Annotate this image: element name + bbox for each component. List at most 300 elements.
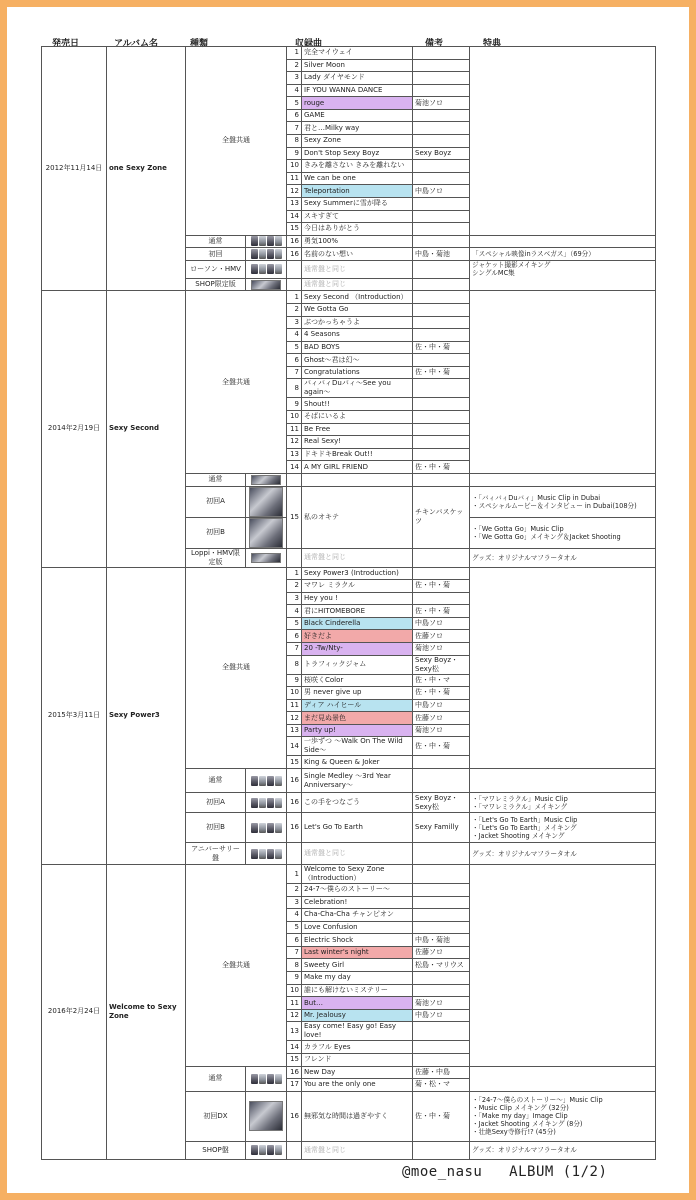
- track-number: 14: [287, 210, 302, 223]
- bonus-cell: 「スペシャル映像inラスベガス」（69分）: [470, 248, 656, 261]
- track-number: 11: [287, 172, 302, 185]
- track-note: 中島ソロ: [413, 699, 470, 712]
- track-number: 9: [287, 674, 302, 687]
- track-row: [42, 291, 656, 304]
- track-number: 10: [287, 411, 302, 424]
- track-title: A MY GIRL FRIEND: [302, 461, 413, 474]
- track-number: 3: [287, 316, 302, 329]
- track-note: [413, 223, 470, 236]
- edition-thumbnail: [246, 278, 287, 291]
- track-note: 佐・中・菊: [413, 366, 470, 379]
- edition-type: 全盤共通: [186, 865, 287, 1067]
- track-number: 11: [287, 699, 302, 712]
- track-row: [42, 567, 656, 580]
- track-note: 佐藤ソロ: [413, 946, 470, 959]
- track-title: スキすぎて: [302, 210, 413, 223]
- album-cover-thumbnail: [248, 793, 284, 812]
- album-name: Sexy Second: [107, 291, 186, 567]
- track-title: バィバィDuバィ～See you again～: [302, 379, 413, 398]
- track-title: カラフル Eyes: [302, 1041, 413, 1054]
- track-title: ディア ハイヒール: [302, 699, 413, 712]
- edition-thumbnail: [246, 793, 287, 813]
- track-title: Cha-Cha-Cha チャンピオン: [302, 909, 413, 922]
- album-name: Sexy Power3: [107, 567, 186, 865]
- header-release-date: 発売日: [52, 39, 80, 49]
- album-cover-thumbnail: [248, 236, 284, 248]
- track-number: 13: [287, 197, 302, 210]
- bonus-cell: ・「Let's Go To Earth」Music Clip ・「Let's Go To Earth」メイキング ・Jacket Shooting メイキング: [470, 813, 656, 843]
- header-type: 種類: [190, 39, 209, 49]
- edition-type: 初回A: [186, 486, 246, 517]
- track-note: [413, 567, 470, 580]
- track-number: 13: [287, 448, 302, 461]
- track-title: フレンド: [302, 1053, 413, 1066]
- track-number: 5: [287, 97, 302, 110]
- track-title: Welcome to Sexy Zone （Introduction）: [302, 865, 413, 884]
- track-title: 通常盤と同じ: [302, 548, 413, 567]
- album-cover-thumbnail: [248, 248, 284, 260]
- footer-label: [402, 1164, 607, 1180]
- track-number: 4: [287, 84, 302, 97]
- track-note: [413, 473, 470, 486]
- track-title: 名前のない想い: [302, 248, 413, 261]
- track-number: 2: [287, 303, 302, 316]
- edition-type: 通常: [186, 235, 246, 248]
- track-number: 6: [287, 630, 302, 643]
- track-number: 7: [287, 946, 302, 959]
- track-title: We can be one: [302, 172, 413, 185]
- edition-type: 初回B: [186, 813, 246, 843]
- track-number: 7: [287, 642, 302, 655]
- header-tracks: 収録曲: [295, 39, 323, 49]
- bonus-cell: ジャケット撮影メイキング シングルMC集: [470, 260, 656, 291]
- track-title: 無邪気な時間は過ぎやすく: [302, 1091, 413, 1141]
- track-note: [413, 896, 470, 909]
- track-title: Sexy Power3 (Introduction): [302, 567, 413, 580]
- track-number: 7: [287, 366, 302, 379]
- track-number: 7: [287, 122, 302, 135]
- track-number: 14: [287, 1041, 302, 1054]
- track-title: Sweety Girl: [302, 959, 413, 972]
- track-title: 君にHITOMEBORE: [302, 605, 413, 618]
- bonus-cell: [470, 235, 656, 248]
- track-number: 8: [287, 655, 302, 674]
- edition-thumbnail: [246, 473, 287, 486]
- track-note: 佐・中・菊: [413, 737, 470, 756]
- track-note: [413, 210, 470, 223]
- album-name: one Sexy Zone: [107, 47, 186, 291]
- album-cover-thumbnail: [248, 1142, 284, 1159]
- track-note: 佐・中・マ: [413, 674, 470, 687]
- track-note: Sexy Boyz: [413, 147, 470, 160]
- track-title: この手をつなごう: [302, 793, 413, 813]
- edition-thumbnail: [246, 1066, 287, 1091]
- edition-type: 通常: [186, 1066, 246, 1091]
- track-note: 佐・中・菊: [413, 605, 470, 618]
- track-note: [413, 592, 470, 605]
- track-title: King & Queen & Joker: [302, 756, 413, 769]
- track-note: 中島ソロ: [413, 185, 470, 198]
- track-note: 中島ソロ: [413, 1009, 470, 1022]
- edition-thumbnail: [246, 1091, 287, 1141]
- track-note: [413, 548, 470, 567]
- edition-thumbnail: [246, 235, 287, 248]
- track-number: 5: [287, 617, 302, 630]
- album-cover-thumbnail: [248, 549, 284, 567]
- track-number: 12: [287, 185, 302, 198]
- track-title: Let's Go To Earth: [302, 813, 413, 843]
- album-cover-thumbnail: [248, 487, 284, 517]
- track-number: 17: [287, 1079, 302, 1092]
- track-note: 佐・中・菊: [413, 1091, 470, 1141]
- track-title: rouge: [302, 97, 413, 110]
- header-notes: 備考: [425, 39, 444, 49]
- track-number: 10: [287, 984, 302, 997]
- track-number: 15: [287, 756, 302, 769]
- edition-thumbnail: [246, 517, 287, 548]
- release-date: 2015年3月11日: [42, 567, 107, 865]
- edition-thumbnail: [246, 843, 287, 865]
- track-note: 佐・中・菊: [413, 580, 470, 593]
- track-note: 佐藤・中島: [413, 1066, 470, 1079]
- album-cover-thumbnail: [248, 769, 284, 792]
- edition-type: Loppi・HMV限定版: [186, 548, 246, 567]
- track-number: 9: [287, 398, 302, 411]
- track-note: 松島・マリウス: [413, 959, 470, 972]
- edition-thumbnail: [246, 1141, 287, 1159]
- track-title: Ghost～君は幻～: [302, 354, 413, 367]
- track-number: 6: [287, 109, 302, 122]
- track-title: You are the only one: [302, 1079, 413, 1092]
- track-note: [413, 843, 470, 865]
- track-title: Sexy Summerに雪が降る: [302, 197, 413, 210]
- track-number: 15: [287, 1053, 302, 1066]
- track-title: IF YOU WANNA DANCE: [302, 84, 413, 97]
- bonus-cell: [470, 291, 656, 474]
- track-number: 16: [287, 793, 302, 813]
- track-title: BAD BOYS: [302, 341, 413, 354]
- track-note: [413, 909, 470, 922]
- track-title: We Gotta Go: [302, 303, 413, 316]
- track-number: 3: [287, 592, 302, 605]
- track-note: 佐・中・菊: [413, 461, 470, 474]
- track-note: [413, 197, 470, 210]
- track-number: 3: [287, 72, 302, 85]
- track-title: 一歩ずつ ～Walk On The Wild Side～: [302, 737, 413, 756]
- track-number: 3: [287, 896, 302, 909]
- track-title: 完全マイウェイ: [302, 47, 413, 60]
- track-note: [413, 1141, 470, 1159]
- track-note: [413, 1041, 470, 1054]
- track-number: 16: [287, 248, 302, 261]
- track-note: [413, 329, 470, 342]
- track-title: 私のオキテ: [302, 486, 413, 548]
- track-note: [413, 235, 470, 248]
- track-title: 今日はありがとう: [302, 223, 413, 236]
- bonus-cell: [470, 865, 656, 1067]
- track-title: Electric Shock: [302, 934, 413, 947]
- track-number: 12: [287, 436, 302, 449]
- album-cover-thumbnail: [248, 261, 284, 278]
- track-title: 通常盤と同じ: [302, 278, 413, 291]
- track-note: 佐・中・菊: [413, 687, 470, 700]
- track-title: Don't Stop Sexy Boyz: [302, 147, 413, 160]
- edition-thumbnail: [246, 248, 287, 261]
- track-note: [413, 398, 470, 411]
- track-number: [287, 843, 302, 865]
- track-title: Celebration!: [302, 896, 413, 909]
- track-title: Mr. Jealousy: [302, 1009, 413, 1022]
- track-title: Hey you !: [302, 592, 413, 605]
- track-note: Sexy Boyz・Sexy松: [413, 655, 470, 674]
- track-number: [287, 473, 302, 486]
- track-number: 13: [287, 1022, 302, 1041]
- track-number: 5: [287, 921, 302, 934]
- track-number: 1: [287, 567, 302, 580]
- track-title: きみを離さない きみを離れない: [302, 160, 413, 173]
- track-number: 15: [287, 223, 302, 236]
- edition-thumbnail: [246, 260, 287, 278]
- track-note: [413, 122, 470, 135]
- track-note: [413, 260, 470, 278]
- track-title: マワレ ミラクル: [302, 580, 413, 593]
- track-number: 4: [287, 329, 302, 342]
- track-number: 9: [287, 972, 302, 985]
- track-number: [287, 548, 302, 567]
- track-title: まだ見ぬ景色: [302, 712, 413, 725]
- footer-album: ALBUM (1/2): [509, 1164, 608, 1180]
- track-title: Shout!!: [302, 398, 413, 411]
- album-cover-thumbnail: [248, 843, 284, 864]
- release-date: 2016年2月24日: [42, 865, 107, 1160]
- track-title: Congratulations: [302, 366, 413, 379]
- edition-type: 通常: [186, 769, 246, 793]
- track-note: [413, 160, 470, 173]
- track-title: But…: [302, 997, 413, 1010]
- album-name: Welcome to Sexy Zone: [107, 865, 186, 1160]
- track-number: 16: [287, 1066, 302, 1079]
- track-number: 6: [287, 934, 302, 947]
- bonus-cell: ・「We Gotta Go」Music Clip ・「We Gotta Go」メイキング＆Jacket Shooting: [470, 517, 656, 548]
- track-title: GAME: [302, 109, 413, 122]
- track-title: ドキドキBreak Out!!: [302, 448, 413, 461]
- track-number: 1: [287, 291, 302, 304]
- album-cover-thumbnail: [248, 279, 284, 291]
- bonus-cell: ・「バィバィDuバィ」Music Clip in Dubai ・スペシャルムービー＆インタビュー in Dubai(108分): [470, 486, 656, 517]
- track-number: 8: [287, 959, 302, 972]
- track-number: 10: [287, 160, 302, 173]
- track-number: 16: [287, 769, 302, 793]
- bonus-cell: グッズ：オリジナルマフラータオル: [470, 843, 656, 865]
- track-note: 佐藤ソロ: [413, 712, 470, 725]
- track-note: 中島・菊池: [413, 248, 470, 261]
- track-number: 12: [287, 712, 302, 725]
- edition-type: 全盤共通: [186, 567, 287, 769]
- track-number: 9: [287, 147, 302, 160]
- track-title: Single Medley ～3rd Year Anniversary～: [302, 769, 413, 793]
- album-cover-thumbnail: [248, 1092, 284, 1141]
- track-note: [413, 884, 470, 897]
- track-number: 5: [287, 341, 302, 354]
- edition-type: 初回DX: [186, 1091, 246, 1141]
- track-title: Sexy Zone: [302, 135, 413, 148]
- edition-thumbnail: [246, 486, 287, 517]
- track-note: チキンバスケッツ: [413, 486, 470, 548]
- track-number: 11: [287, 423, 302, 436]
- track-title: Real Sexy!: [302, 436, 413, 449]
- track-title: Black Cinderella: [302, 617, 413, 630]
- bonus-cell: [470, 47, 656, 236]
- track-title: トラフィックジャム: [302, 655, 413, 674]
- bonus-cell: [470, 1066, 656, 1091]
- bonus-cell: ・「マワレミラクル」Music Clip ・「マワレミラクル」メイキング: [470, 793, 656, 813]
- track-number: 4: [287, 605, 302, 618]
- track-note: 菊池ソロ: [413, 97, 470, 110]
- edition-type: 全盤共通: [186, 291, 287, 474]
- track-title: Sexy Second （Introduction）: [302, 291, 413, 304]
- edition-type: 初回: [186, 248, 246, 261]
- track-number: [287, 1141, 302, 1159]
- track-number: 15: [287, 486, 302, 548]
- track-note: [413, 47, 470, 60]
- track-number: 6: [287, 354, 302, 367]
- track-title: ぶつかっちゃうよ: [302, 316, 413, 329]
- track-title: 誰にも解けないミステリー: [302, 984, 413, 997]
- track-number: 16: [287, 235, 302, 248]
- track-number: [287, 260, 302, 278]
- track-note: [413, 172, 470, 185]
- bonus-cell: グッズ：オリジナルマフラータオル: [470, 1141, 656, 1159]
- track-note: [413, 1022, 470, 1041]
- album-cover-thumbnail: [248, 813, 284, 842]
- edition-thumbnail: [246, 813, 287, 843]
- track-title: Make my day: [302, 972, 413, 985]
- track-note: 菊池ソロ: [413, 997, 470, 1010]
- track-title: 男 never give up: [302, 687, 413, 700]
- track-title: Easy come! Easy go! Easy love!: [302, 1022, 413, 1041]
- footer-handle: @moe_nasu: [402, 1164, 483, 1180]
- track-number: 2: [287, 884, 302, 897]
- track-number: [287, 278, 302, 291]
- track-title: 4 Seasons: [302, 329, 413, 342]
- track-note: 菊池ソロ: [413, 642, 470, 655]
- track-title: 20 -Tw/Nty-: [302, 642, 413, 655]
- bonus-cell: [470, 769, 656, 793]
- track-note: [413, 354, 470, 367]
- track-number: 12: [287, 1009, 302, 1022]
- edition-thumbnail: [246, 548, 287, 567]
- bonus-cell: [470, 473, 656, 486]
- track-title: Party up!: [302, 724, 413, 737]
- bonus-cell: [470, 567, 656, 769]
- track-number: 16: [287, 1091, 302, 1141]
- album-cover-thumbnail: [248, 1067, 284, 1091]
- track-number: 11: [287, 997, 302, 1010]
- track-title: 君と…Milky way: [302, 122, 413, 135]
- track-note: [413, 984, 470, 997]
- track-title: Teleportation: [302, 185, 413, 198]
- track-title: 通常盤と同じ: [302, 1141, 413, 1159]
- track-note: [413, 921, 470, 934]
- track-number: 14: [287, 461, 302, 474]
- edition-type: 初回A: [186, 793, 246, 813]
- edition-type: SHOP盤: [186, 1141, 246, 1159]
- track-number: 4: [287, 909, 302, 922]
- track-title: Lady ダイヤモンド: [302, 72, 413, 85]
- track-title: 勇気100%: [302, 235, 413, 248]
- album-cover-thumbnail: [248, 474, 284, 486]
- release-date: 2012年11月14日: [42, 47, 107, 291]
- track-note: [413, 436, 470, 449]
- bonus-cell: ・「24-7～僕らのストーリー～」Music Clip ・Music Clip メイキング (32分) ・「Make my day」Image Clip ・Jacket Shooting メイキング (8分) ・壮絶Sexy寺修行!? (45分): [470, 1091, 656, 1141]
- track-note: 中島ソロ: [413, 617, 470, 630]
- track-number: 14: [287, 737, 302, 756]
- edition-type: 初回B: [186, 517, 246, 548]
- track-note: 菊池ソロ: [413, 724, 470, 737]
- track-number: 2: [287, 59, 302, 72]
- track-note: [413, 423, 470, 436]
- track-note: 中島・菊池: [413, 934, 470, 947]
- track-note: 佐藤ソロ: [413, 630, 470, 643]
- release-date: 2014年2月19日: [42, 291, 107, 567]
- track-note: [413, 291, 470, 304]
- track-number: 13: [287, 724, 302, 737]
- track-note: [413, 72, 470, 85]
- track-note: [413, 135, 470, 148]
- track-number: 16: [287, 813, 302, 843]
- edition-thumbnail: [246, 769, 287, 793]
- track-title: そばにいるよ: [302, 411, 413, 424]
- track-note: [413, 316, 470, 329]
- edition-type: SHOP限定版: [186, 278, 246, 291]
- track-note: 菊・松・マ: [413, 1079, 470, 1092]
- track-note: [413, 84, 470, 97]
- track-number: 8: [287, 379, 302, 398]
- track-note: [413, 1053, 470, 1066]
- track-title: Silver Moon: [302, 59, 413, 72]
- track-note: [413, 769, 470, 793]
- edition-type: 通常: [186, 473, 246, 486]
- track-number: 10: [287, 687, 302, 700]
- bonus-cell: グッズ：オリジナルマフラータオル: [470, 548, 656, 567]
- track-note: [413, 379, 470, 398]
- album-cover-thumbnail: [248, 518, 284, 548]
- album-table: [41, 46, 656, 1160]
- track-note: [413, 865, 470, 884]
- track-row: [42, 865, 656, 884]
- track-number: 1: [287, 865, 302, 884]
- track-title: New Day: [302, 1066, 413, 1079]
- header-bonus: 特典: [483, 39, 502, 49]
- track-note: [413, 411, 470, 424]
- track-number: 2: [287, 580, 302, 593]
- track-note: [413, 59, 470, 72]
- header-album-name: アルバム名: [114, 39, 159, 49]
- track-note: [413, 448, 470, 461]
- track-title: Last winter's night: [302, 946, 413, 959]
- track-title: Be Free: [302, 423, 413, 436]
- edition-type: アニバーサリー盤: [186, 843, 246, 865]
- track-note: [413, 756, 470, 769]
- track-title: [302, 473, 413, 486]
- track-title: Love Confusion: [302, 921, 413, 934]
- track-note: [413, 303, 470, 316]
- track-number: 1: [287, 47, 302, 60]
- track-row: [42, 47, 656, 60]
- track-note: [413, 109, 470, 122]
- track-title: 好きだよ: [302, 630, 413, 643]
- track-number: 8: [287, 135, 302, 148]
